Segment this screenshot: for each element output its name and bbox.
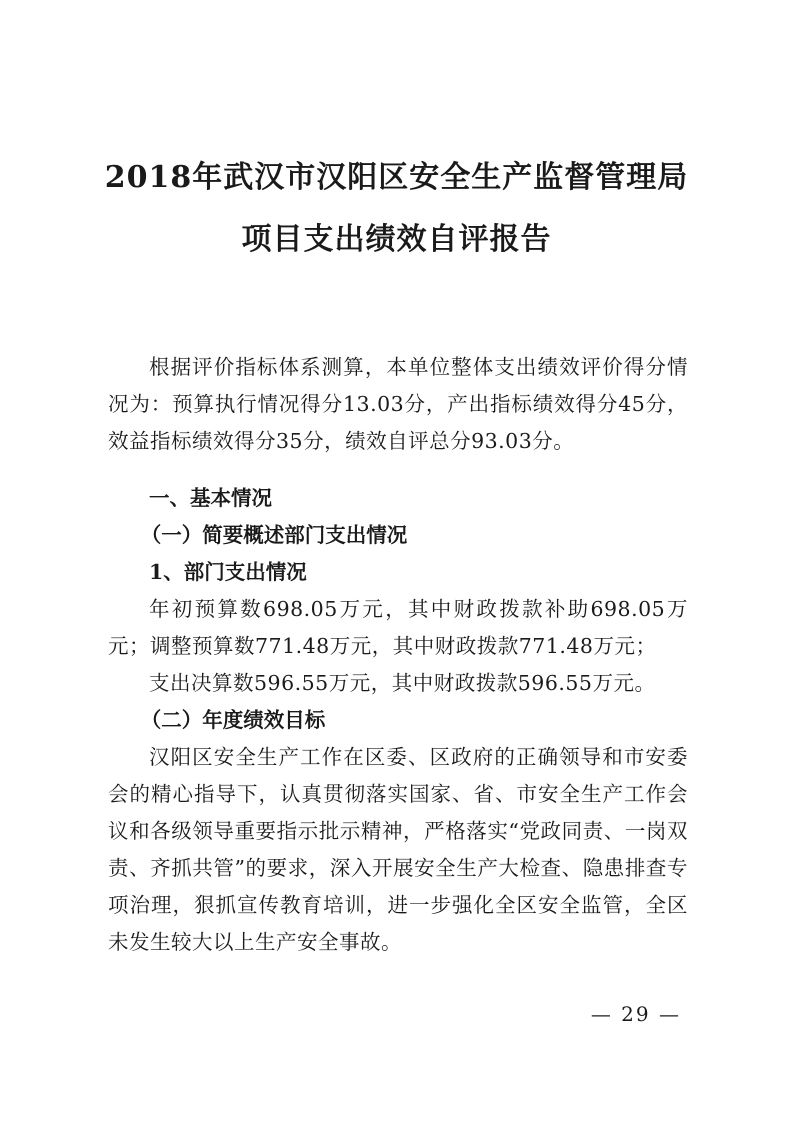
goals-paragraph: 汉阳区安全生产工作在区委、区政府的正确领导和市安委会的精心指导下，认真贯彻落实国家、省、市安全生产工作会议和各级领导重要指示批示精神，严格落实“党政同责、一岗双责、齐抓共管”的要求，深入开展安全生产大检查、隐患排查专项治理，狠抓宣传教育培训，进一步强化全区安全监管，全区未发生较大以上生产安全事故。 — [108, 745, 688, 954]
budget-paragraph: 年初预算数698.05万元，其中财政拨款补助698.05万元；调整预算数771.48万元，其中财政拨款771.48万元； — [108, 597, 688, 658]
subsection-heading-expenditure-overview: （一）简要概述部门支出情况 — [140, 523, 408, 547]
final-accounts-paragraph: 支出决算数596.55万元，其中财政拨款596.55万元。 — [149, 671, 656, 695]
report-title-line1: 2018年武汉市汉阳区安全生产监督管理局 — [104, 160, 689, 195]
subsection-heading-annual-goals: （二）年度绩效目标 — [140, 708, 326, 732]
intro-paragraph: 根据评价指标体系测算，本单位整体支出绩效评价得分情况为：预算执行情况得分13.03分，产出指标绩效得分45分，效益指标绩效得分35分，绩效自评总分93.03分。 — [108, 355, 688, 453]
report-title-line2: 项目支出绩效自评报告 — [241, 222, 552, 257]
page-number: — 29 — — [590, 1002, 681, 1026]
item-heading-department-expenditure: 1、部门支出情况 — [149, 560, 307, 584]
section-heading-basic-info: 一、基本情况 — [149, 486, 272, 510]
report-body — [108, 349, 688, 961]
